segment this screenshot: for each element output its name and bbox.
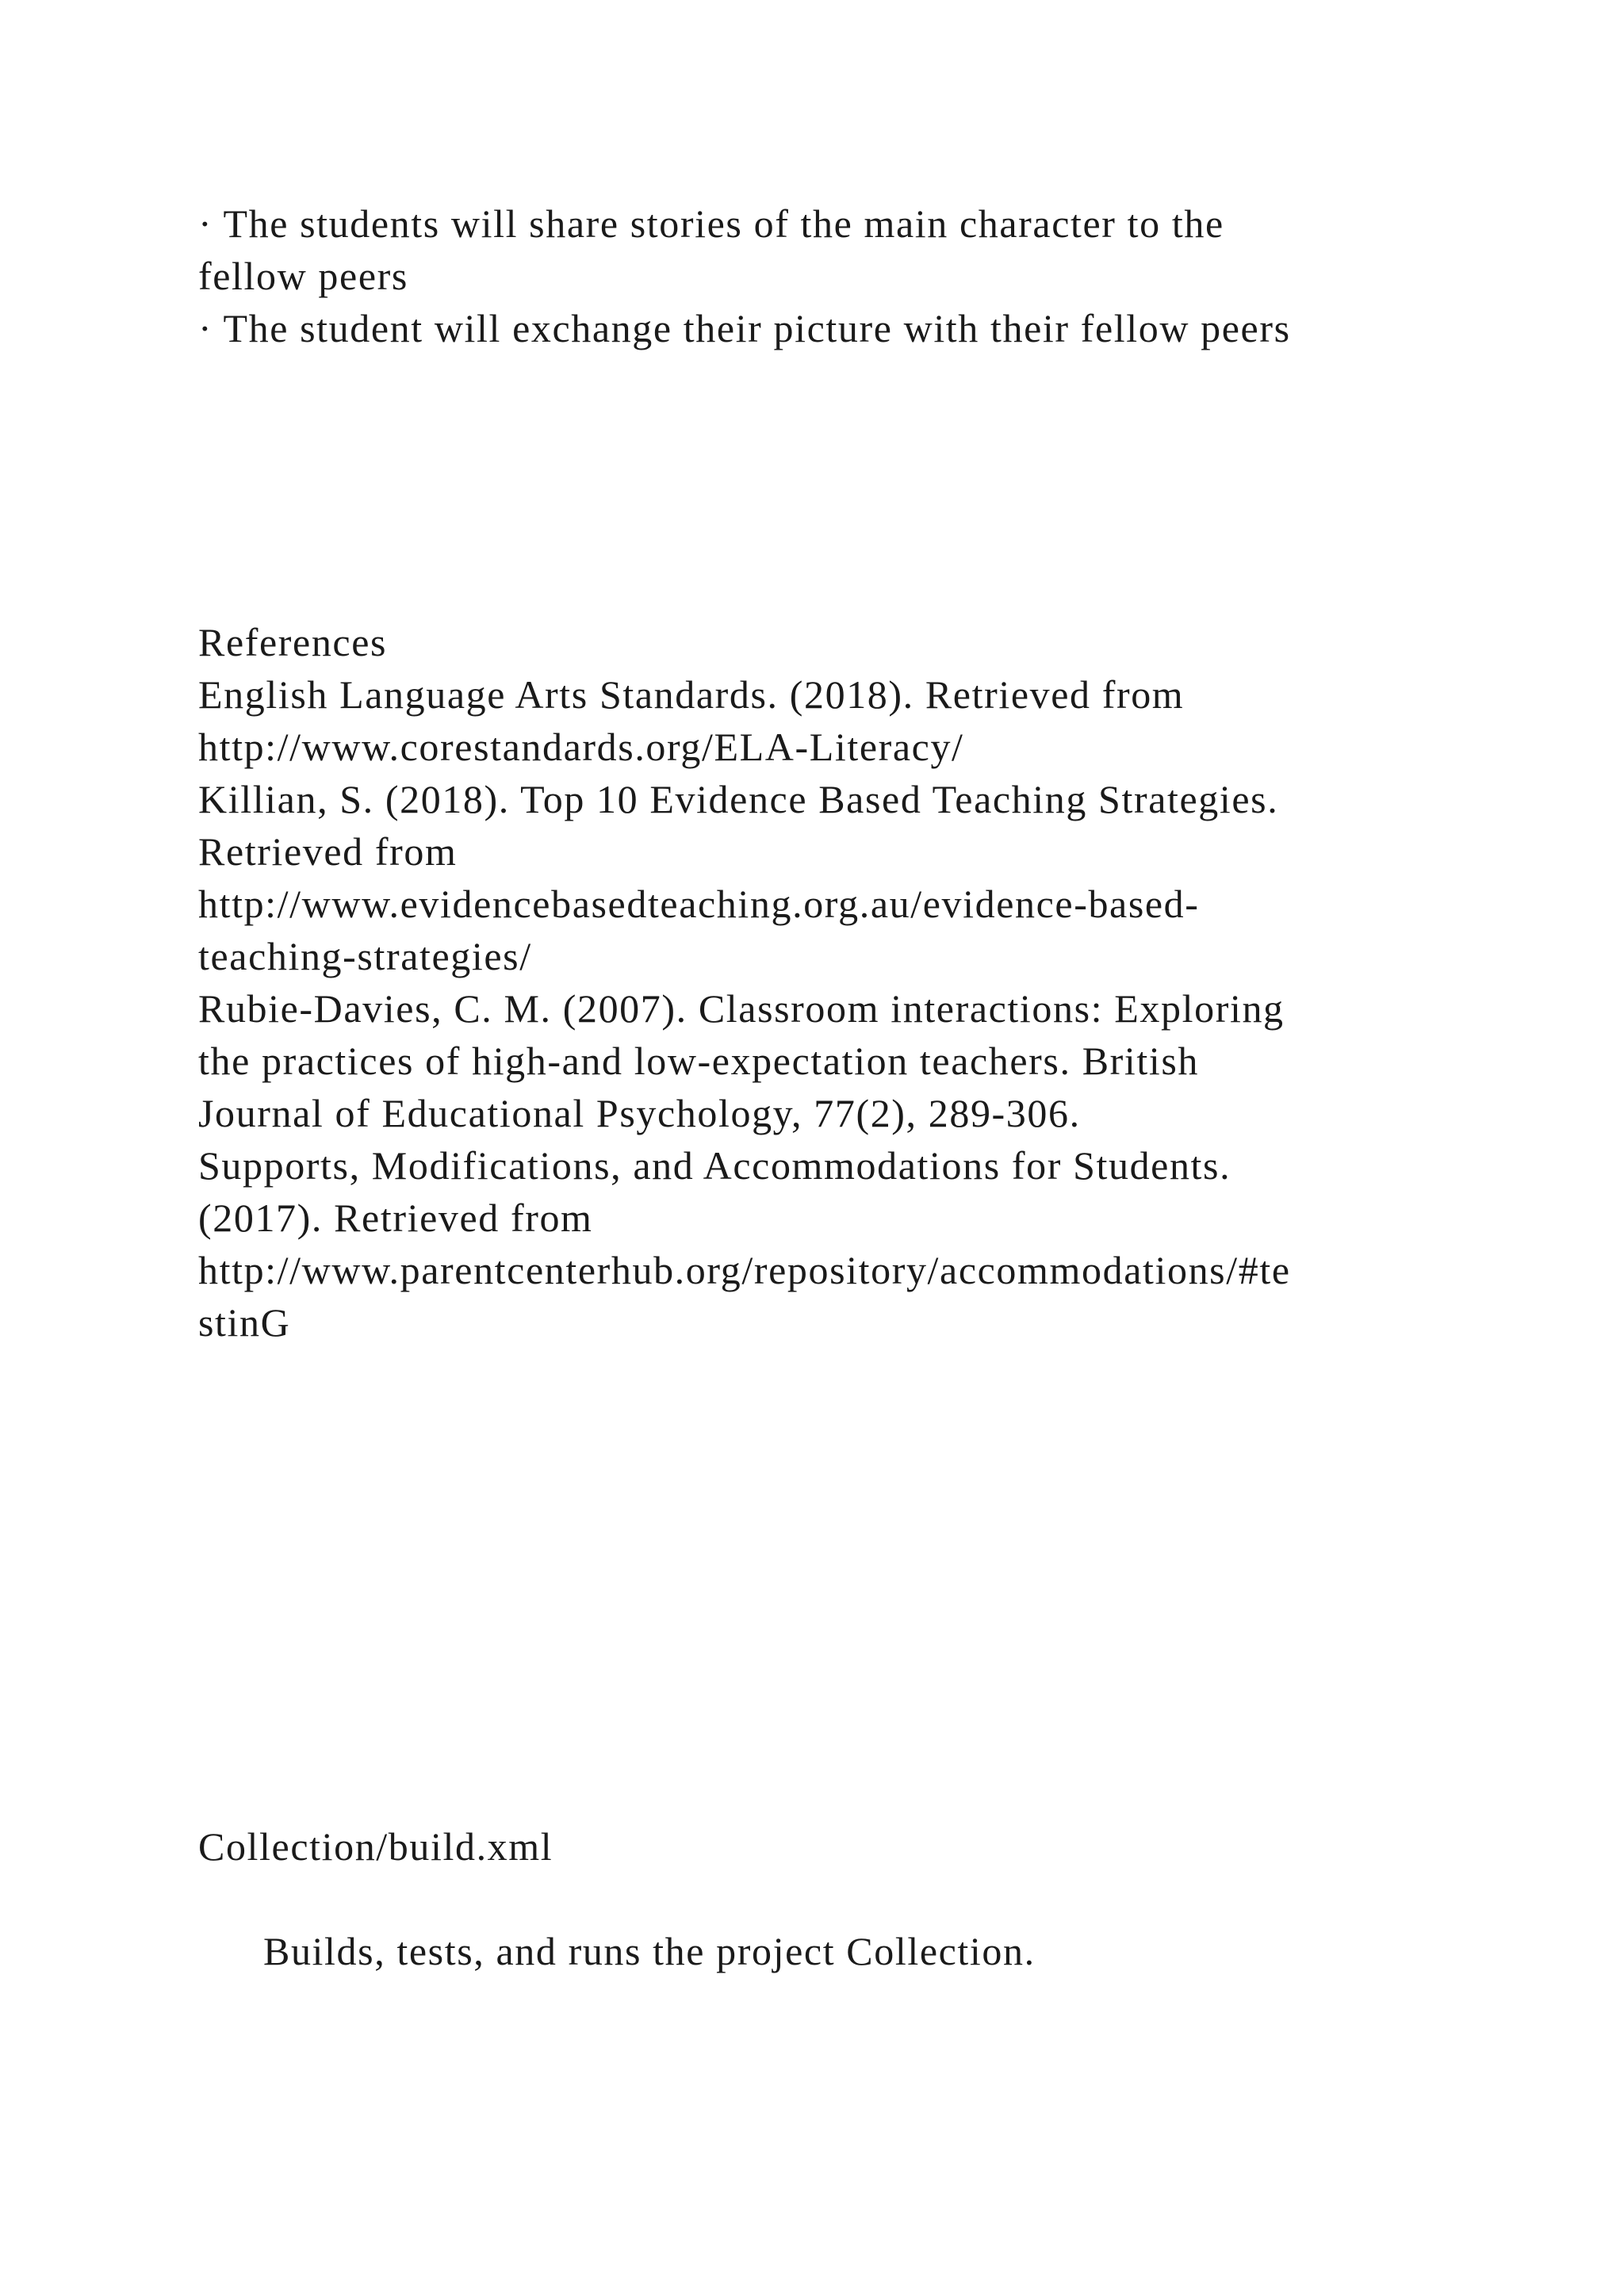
reference-2-line-4: teaching-strategies/ <box>198 934 532 978</box>
file-path-heading: Collection/build.xml <box>198 1824 553 1869</box>
reference-3-line-2: the practices of high-and low-expectation teachers. British <box>198 1039 1200 1083</box>
bullet-item-1-line-2: fellow peers <box>198 254 408 298</box>
reference-2-line-3: http://www.evidencebasedteaching.org.au/evidence-based- <box>198 882 1200 926</box>
reference-4-line-4: stinG <box>198 1300 291 1345</box>
reference-4-line-2: (2017). Retrieved from <box>198 1196 593 1240</box>
references-heading: References <box>198 620 388 664</box>
reference-4-line-1: Supports, Modifications, and Accommodations for Students. <box>198 1143 1231 1188</box>
reference-3-line-1: Rubie-Davies, C. M. (2007). Classroom interactions: Exploring <box>198 986 1285 1031</box>
reference-3-line-3: Journal of Educational Psychology, 77(2), 289-306. <box>198 1091 1081 1135</box>
file-description: Builds, tests, and runs the project Collection. <box>263 1929 1036 1973</box>
reference-2-line-2: Retrieved from <box>198 829 458 874</box>
bullet-item-1-line-1: · The students will share stories of the main character to the <box>198 201 1224 246</box>
reference-1-line-2: http://www.corestandards.org/ELA-Literacy/ <box>198 725 964 769</box>
bullet-item-2-line-1: · The student will exchange their picture with their fellow peers <box>198 306 1291 350</box>
reference-4-line-3: http://www.parentcenterhub.org/repository/accommodations/#te <box>198 1248 1291 1292</box>
reference-2-line-1: Killian, S. (2018). Top 10 Evidence Based Teaching Strategies. <box>198 777 1279 821</box>
reference-1-line-1: English Language Arts Standards. (2018). Retrieved from <box>198 672 1185 717</box>
